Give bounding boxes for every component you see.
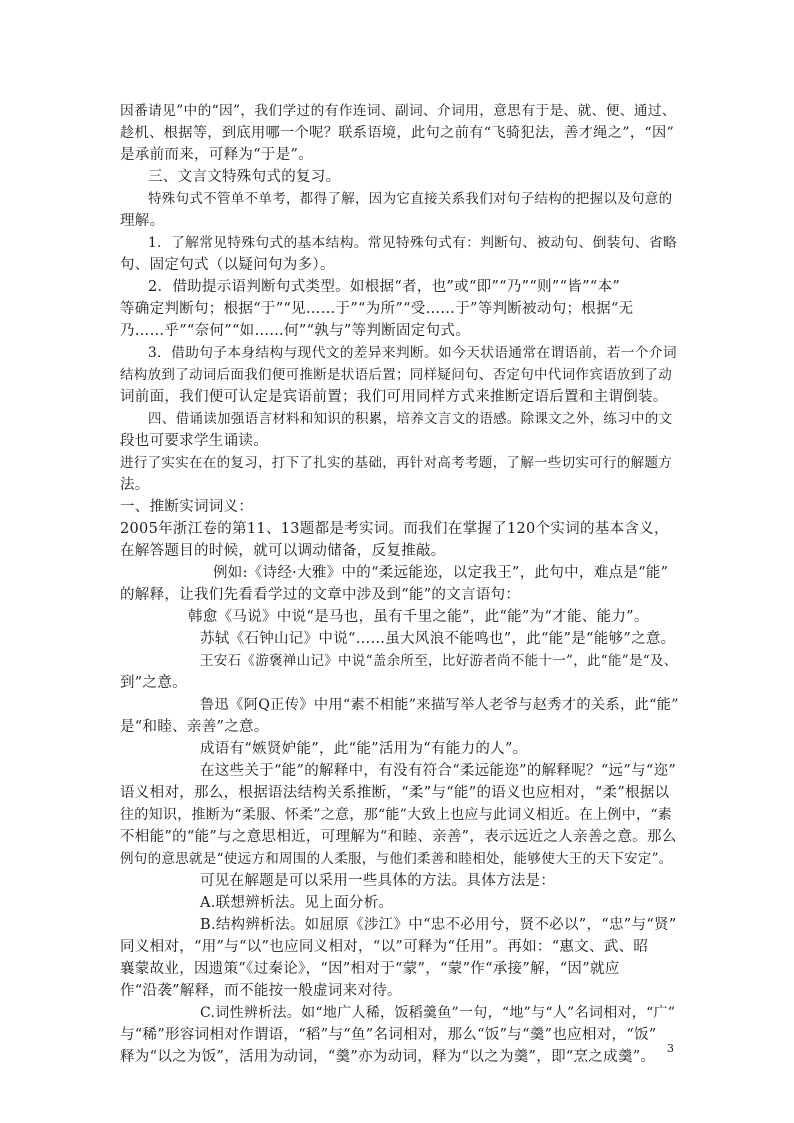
text-line: C.词性辨析法。如“地广人稀，饭稻羹鱼”一句，“地”与“人”名词相对，“广” bbox=[200, 1005, 676, 1021]
text-line: 苏轼《石钟山记》中说“……虽大风浪不能鸣也”，此“能”是“能够”之意。 bbox=[200, 631, 676, 647]
text-line: 例句的意思就是“使远方和周围的人柔服，与他们柔善和睦相处，能够使大王的天下安定”。 bbox=[120, 851, 673, 867]
text-line: 结构放到了动词后面我们便可推断是状语后置；同样疑问句、否定句中代词作宾语放到了动 bbox=[120, 367, 672, 383]
text-line: 句、固定句式（以疑问句为多）。 bbox=[120, 257, 335, 273]
text-line: 词前面，我们便可认定是宾语前置；我们可用同样方式来推断定语后置和主谓倒装。 bbox=[120, 389, 668, 405]
text-line: 2．借助提示语判断句式类型。如根据“者，也”或“即”“乃”“则”“皆”“本” bbox=[148, 279, 621, 295]
text-line: 襄蒙故业，因遗策”《过秦论》，“因”相对于“蒙”，“蒙”作“承接”解，“因”就应 bbox=[120, 961, 620, 977]
text-line: 是承前而来，可释为“于是”。 bbox=[120, 147, 314, 163]
text-line: 理解。 bbox=[120, 213, 165, 229]
text-line: 不相能”的“能”与之意思相近，可理解为“和睦、亲善”，表示远近之人亲善之意。那么 bbox=[120, 829, 677, 845]
text-line: 趁机、根据等，到底用哪一个呢？联系语境，此句之前有“飞骑犯法，善才绳之”，“因” bbox=[120, 125, 675, 141]
text-line: 作“沿袭”解释，而不能按一般虚词来对待。 bbox=[120, 983, 402, 999]
text-line: 特殊句式不管单不单考，都得了解，因为它直接关系我们对句子结构的把握以及句意的 bbox=[148, 191, 673, 207]
text-line: 法。 bbox=[120, 477, 150, 493]
text-line: 成语有“嫉贤妒能”，此“能”活用为“有能力的人”。 bbox=[200, 741, 528, 757]
text-line: 鲁迅《阿Q正传》中用“素不相能”来描写举人老爷与赵秀才的关系，此“能” bbox=[200, 697, 679, 713]
text-line: 段也可要求学生诵读。 bbox=[120, 433, 268, 449]
text-line: 在解答题目的时候，就可以调动储备，反复推敲。 bbox=[120, 543, 446, 559]
text-line: 释为“以之为饭”，活用为动词，“羹”亦为动词，释为“以之为羹”，即“烹之成羹”。 bbox=[120, 1049, 656, 1065]
text-line: 1．了解常见特殊句式的基本结构。常见特殊句式有：判断句、被动句、倒装句、省略 bbox=[148, 235, 677, 251]
text-line: 三、文言文特殊句式的复习。 bbox=[148, 169, 341, 185]
text-line: 在这些关于“能”的解释中，有没有符合“柔远能迩”的解释呢？“远”与“迩” bbox=[200, 763, 677, 779]
text-line: 的解释，让我们先看看学过的文章中涉及到“能”的文言语句： bbox=[120, 587, 521, 603]
text-line: 四、借诵读加强语言材料和知识的积累，培养文言文的语感。除课文之外，练习中的文 bbox=[148, 411, 673, 427]
text-line: 3．借助句子本身结构与现代文的差异来判断。如今天状语通常在谓语前，若一个介词 bbox=[148, 345, 677, 361]
text-line: B.结构辨析法。如屈原《涉江》中“忠不必用兮，贤不必以”，“忠”与“贤” bbox=[200, 917, 677, 933]
text-line: A.联想辨析法。见上面分析。 bbox=[200, 895, 394, 911]
text-line: 可见在解题是可以采用一些具体的方法。具体方法是： bbox=[200, 873, 556, 889]
text-line: 乃……乎”“奈何”“如……何”“孰与”等判断固定句式。 bbox=[120, 323, 470, 339]
text-line: 韩愈《马说》中说“是马也，虽有千里之能”，此“能”为“才能、能力”。 bbox=[188, 609, 649, 625]
text-line: 语义相对，那么，根据语法结构关系推断，“柔”与“能”的语义也应相对，“柔”根据以 bbox=[120, 785, 670, 801]
text-line: 同义相对，“用”与“以”也应同义相对，“以”可释为“任用”。再如：“惠文、武、昭 bbox=[120, 939, 649, 955]
text-line: 一、推断实词词义： bbox=[120, 499, 254, 515]
text-line: 因番请见”中的“因”，我们学过的有作连词、副词、介词用，意思有于是、就、便、通过、 bbox=[120, 103, 676, 119]
text-line: 往的知识，推断为“柔服、怀柔”之意，那“能”大致上也应与此词义相近。在上例中，“素 bbox=[120, 807, 673, 823]
text-line: 王安石《游褒禅山记》中说“盖余所至，比好游者尚不能十一”，此“能”是“及、 bbox=[200, 653, 678, 669]
text-line: 到”之意。 bbox=[120, 675, 187, 691]
text-line: 进行了实实在在的复习，打下了扎实的基础，再针对高考考题，了解一些切实可行的解题方 bbox=[120, 455, 672, 471]
page-number: 3 bbox=[667, 1042, 674, 1055]
text-line: 等确定判断句；根据“于”“见……于”“为所”“受……于”等判断被动句；根据“无 bbox=[120, 301, 634, 317]
text-line: 例如:《诗经·大雅》中的“柔远能迩，以定我王”，此句中，难点是“能” bbox=[213, 565, 669, 581]
text-line: 与“稀”形容词相对作谓语，“稻”与“鱼”名词相对，那么“饭”与“羹”也应相对，“饭” bbox=[120, 1027, 657, 1043]
text-line: 2005年浙江卷的第11、13题都是考实词。而我们在掌握了120个实词的基本含义， bbox=[120, 521, 669, 537]
text-line: 是“和睦、亲善”之意。 bbox=[120, 719, 269, 735]
